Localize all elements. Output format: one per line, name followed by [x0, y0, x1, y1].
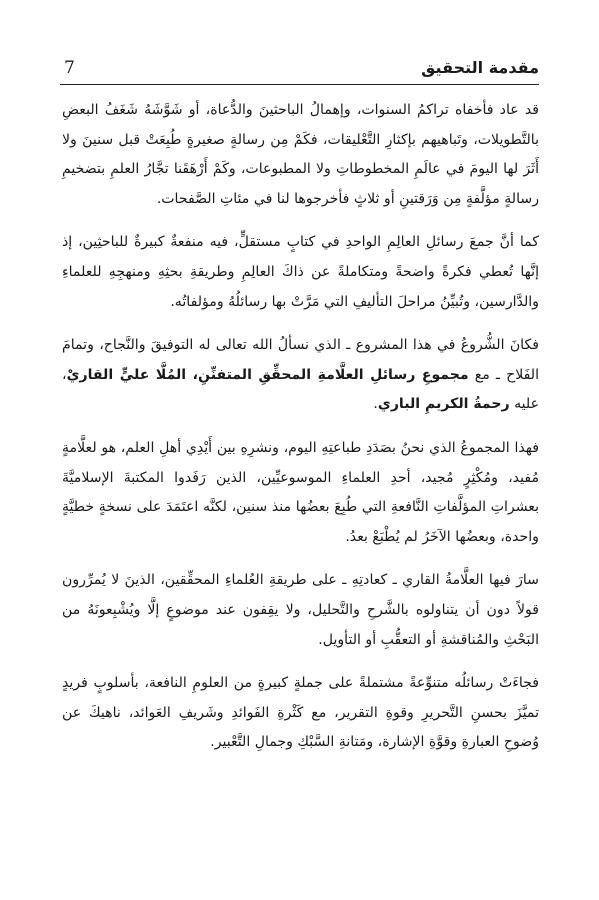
prayer-bold: رحمةُ الكريمِ الباري: [377, 396, 510, 413]
paragraph-4: فهذا المجموعُ الذي نحنُ بصَدَدِ طباعتِهِ اليوم، ونشرِهِ بين أَيْدِي أهلِ العلم، هو لعلَّامةٍ مُفيد، ومُكْثِرٍ مُجيد، أحدِ العلماءِ الموسوعيِّين، الذين رَفَدوا المكتبةَ الإسلاميَّةَ بعشراتِ المؤلَّفاتِ النَّافعةِ التي طُبِعَ بعضُها منذ سنين، لكنَّه اعتَمَدَ على نسخةٍ خطيَّةٍ واحدة، وبعضُها الآخَرُ لم يُطْبَعْ بعدُ.: [62, 439, 539, 545]
collection-title-bold: مجموعِ رسائلِ العلَّامةِ المحقِّقِ المتفنِّنِ، المُلَّا عليٍّ القاريْ: [66, 366, 469, 383]
paragraph-1: قد عاد فأخفاه تراكمُ السنوات، وإهمالُ الباحثينَ والدُّعاة، أو شَوَّشَهُ شَغَفُ البعضِ بالتَّطويلات، وتَباهيهم بإكثارِ التَّعْليقات، فكَمْ مِن رسالةٍ صغيرةٍ طُبِعَتْ قبل سنينَ ولا أَثَرَ لها اليومَ في عالَمِ المخطوطاتِ ولا المطبوعات، وكَمْ أَرْهَقَنا تجَّارُ العلمِ بتضخيمِ رسالةٍ مؤلَّفةٍ مِن وَرَقتينِ أو ثلاثٍ فأخرجوها لنا في مئاتِ الصَّفحات.: [62, 102, 539, 207]
paragraph-6: فجاءَتْ رسائلُه متنوِّعةً مشتملةً على جملةٍ كبيرةٍ من العلومِ النافعة، بأسلوبٍ فريدٍ تميَّزَ بحسنِ التَّحريرِ وقوةِ التقرير، مع كَثْرةِ الفَوائدِ وشَريفِ العَوائد، ناهيكَ عن وُضوحِ العبارةِ وقوَّةِ الإشارة، ومَتانةِ السَّبْكِ وجمالِ التَّعْبير.: [62, 675, 539, 751]
paragraph-3-part-3: ، عليه: [62, 366, 539, 413]
paragraph-2: كما أنَّ جمعَ رسائلِ العالِمِ الواحدِ في كتابٍ مستقلٍّ، فيه منفعةٌ كبيرةٌ للباحثِين، إذ إنَّها تُعطي فكرةً واضحةً ومتكاملةً عن ذاكَ العالِمِ وطريقةِ بحثِهِ ومنهجِهِ للعلماءِ والدَّارسين، وتُبيِّنُ مراحلَ التأليفِ التي مَرَّتْ بها رسائلُهُ ومؤلفاتُه.: [62, 234, 539, 310]
chapter-title: مقدمة التحقيق: [421, 58, 539, 77]
paragraph-3-part-1: فكانَ الشُّروعُ في هذا المشروع ـ الذي نسألُ الله تعالى له التوفيقَ والنَّجاح، وتمامَ الفَلاح ـ مع: [62, 337, 539, 383]
page-number: 7: [64, 58, 75, 78]
paragraph-3-part-5: .: [373, 396, 378, 413]
running-header: [60, 50, 539, 85]
paragraph-3: [62, 331, 539, 420]
paragraph-5: سارَ فيها العلَّامةُ القاري ـ كعادتِهِ ـ على طريقةِ العُلماءِ المحقِّقين، الذينَ لا يُمرِّرون قولاً دون أن يتناولوه بالشَّرحِ والتَّحليل، ولا يقِفون عند موضوعٍ إلَّا ويُشْبِعونَهُ من البَحْثِ والمُناقشةِ أو التعقُّبِ أو التأويل.: [62, 572, 539, 648]
body-text: [62, 96, 539, 772]
